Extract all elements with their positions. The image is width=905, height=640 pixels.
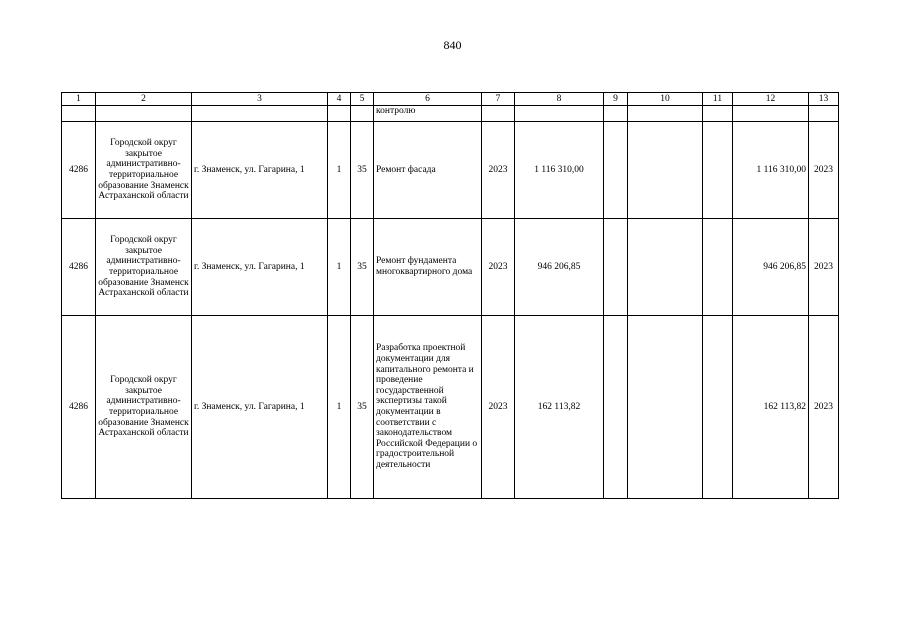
continuation-row	[62, 106, 839, 122]
end-year-cell: 2023	[809, 219, 839, 316]
col4-cell: 1	[328, 122, 351, 219]
column-number: 13	[809, 93, 839, 106]
column-number: 4	[328, 93, 351, 106]
column-number: 10	[628, 93, 703, 106]
col5-cell: 35	[351, 219, 374, 316]
amount-cell: 162 113,82	[515, 316, 604, 499]
table-row	[62, 219, 839, 316]
col9-cell	[604, 316, 628, 499]
col10-cell	[628, 316, 703, 499]
col5-cell: 35	[351, 122, 374, 219]
col10-cell	[628, 122, 703, 219]
column-number: 9	[604, 93, 628, 106]
end-year-cell: 2023	[809, 316, 839, 499]
col4-cell: 1	[328, 316, 351, 499]
col9-cell	[604, 219, 628, 316]
work-type-cell: Ремонт фасада	[374, 122, 482, 219]
table-row	[62, 122, 839, 219]
page-number: 840	[443, 38, 462, 52]
address-cell: г. Знаменск, ул. Гагарина, 1	[192, 219, 328, 316]
col10-cell	[628, 219, 703, 316]
municipality-cell: Городской округ закрытое административно-территориальное образование Знаменск Астраханской области	[96, 219, 192, 316]
column-number: 2	[96, 93, 192, 106]
address-cell: г. Знаменск, ул. Гагарина, 1	[192, 122, 328, 219]
row-id: 4286	[62, 122, 96, 219]
column-number: 11	[703, 93, 733, 106]
col11-cell	[703, 316, 733, 499]
column-number: 5	[351, 93, 374, 106]
column-number: 1	[62, 93, 96, 106]
capital-repair-table	[61, 92, 839, 499]
column-number: 8	[515, 93, 604, 106]
total-cell: 946 206,85	[733, 219, 809, 316]
municipality-cell: Городской округ закрытое административно-территориальное образование Знаменск Астраханской области	[96, 316, 192, 499]
row-id: 4286	[62, 219, 96, 316]
work-type-cell: Разработка проектной документации для капитального ремонта и проведение государственной экспертизы такой документации в соответствии с законодательством Российской Федерации о градостроительной деятельности	[374, 316, 482, 499]
total-cell: 1 116 310,00	[733, 122, 809, 219]
year-cell: 2023	[482, 122, 515, 219]
amount-cell: 946 206,85	[515, 219, 604, 316]
column-number: 3	[192, 93, 328, 106]
col11-cell	[703, 122, 733, 219]
row-id: 4286	[62, 316, 96, 499]
col11-cell	[703, 219, 733, 316]
continuation-text: контролю	[374, 106, 482, 122]
col5-cell: 35	[351, 316, 374, 499]
column-number: 12	[733, 93, 809, 106]
year-cell: 2023	[482, 316, 515, 499]
amount-cell: 1 116 310,00	[515, 122, 604, 219]
end-year-cell: 2023	[809, 122, 839, 219]
address-cell: г. Знаменск, ул. Гагарина, 1	[192, 316, 328, 499]
table-row	[62, 316, 839, 499]
total-cell: 162 113,82	[733, 316, 809, 499]
col4-cell: 1	[328, 219, 351, 316]
municipality-cell: Городской округ закрытое административно-территориальное образование Знаменск Астраханской области	[96, 122, 192, 219]
year-cell: 2023	[482, 219, 515, 316]
col9-cell	[604, 122, 628, 219]
work-type-cell: Ремонт фундамента многоквартирного дома	[374, 219, 482, 316]
column-number: 6	[374, 93, 482, 106]
column-number-row	[62, 93, 839, 106]
column-number: 7	[482, 93, 515, 106]
